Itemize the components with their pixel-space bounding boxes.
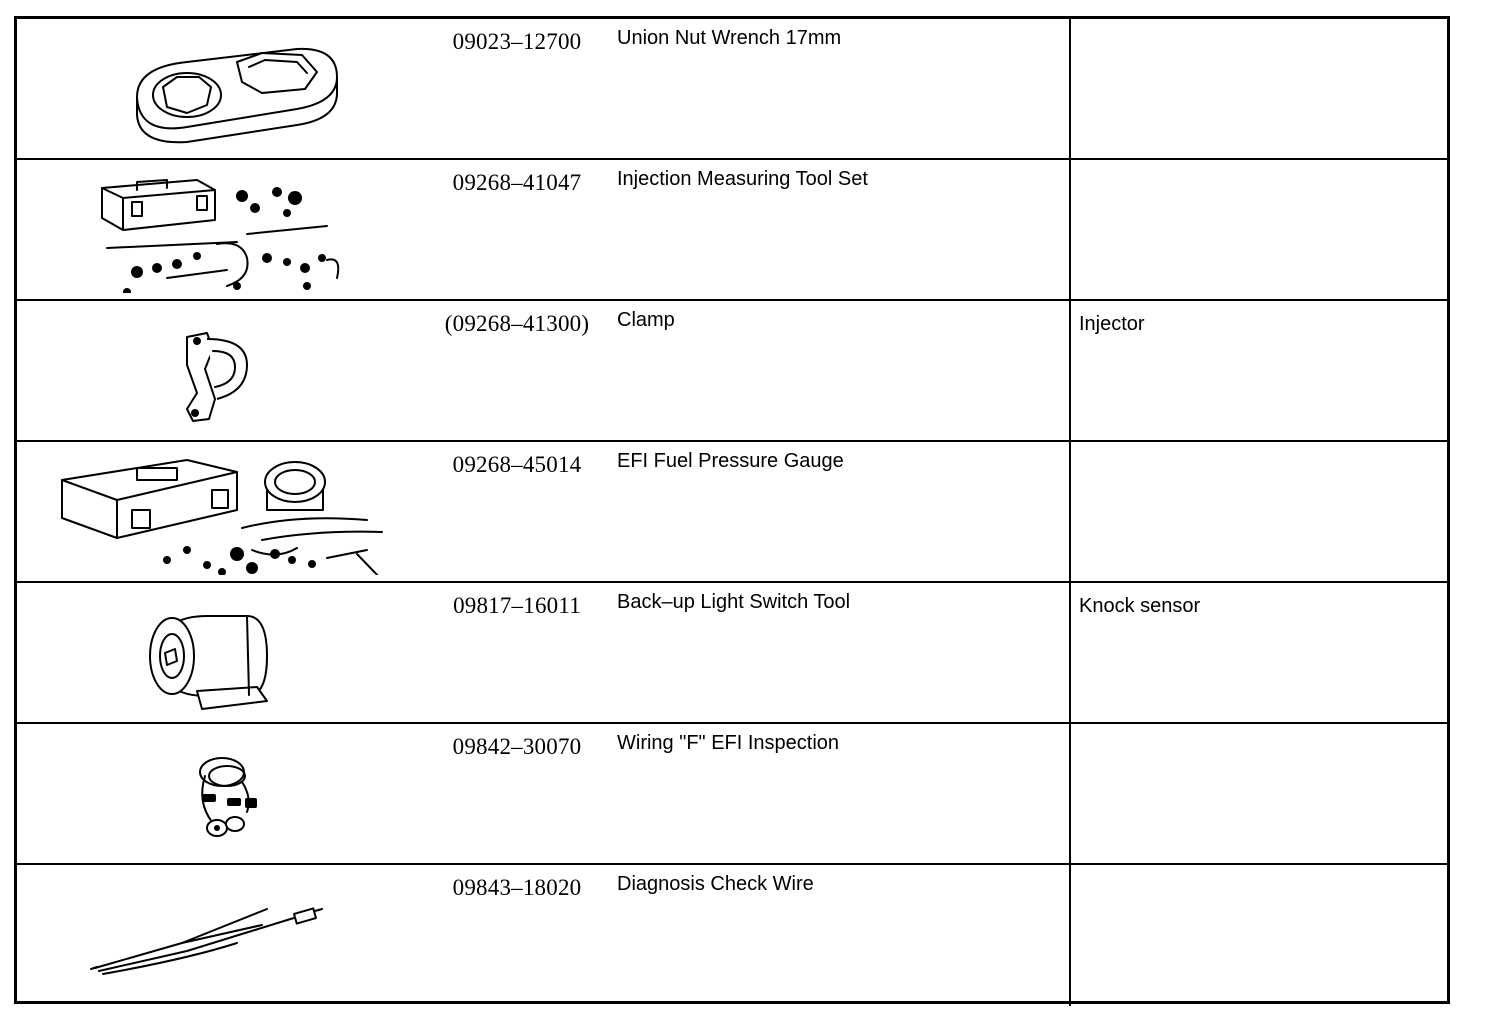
light-switch-tool-icon <box>37 591 417 716</box>
column-divider <box>1069 301 1071 440</box>
part-number: 09817–16011 <box>453 593 581 618</box>
part-number: 09843–18020 <box>452 875 582 900</box>
injection-measuring-tool-set-icon <box>37 168 417 293</box>
union-nut-wrench-icon <box>37 27 417 152</box>
table-row <box>17 19 1447 160</box>
check-wire-icon <box>37 873 417 998</box>
part-number: 09023–12700 <box>452 29 582 54</box>
usage-note: Injector <box>1079 313 1145 335</box>
column-divider <box>1069 442 1071 581</box>
table-row <box>17 724 1447 865</box>
part-number: 09842–30070 <box>452 734 582 759</box>
tool-name: EFI Fuel Pressure Gauge <box>617 450 844 472</box>
tool-name: Diagnosis Check Wire <box>617 873 814 895</box>
clamp-icon <box>37 309 417 434</box>
tool-name: Clamp <box>617 309 675 331</box>
table-row <box>17 442 1447 583</box>
table-row <box>17 160 1447 301</box>
table-row <box>17 301 1447 442</box>
part-number: (09268–41300) <box>444 311 590 336</box>
fuel-pressure-gauge-icon <box>37 450 417 575</box>
table-row <box>17 583 1447 724</box>
column-divider <box>1069 160 1071 299</box>
column-divider <box>1069 583 1071 722</box>
tool-name: Back–up Light Switch Tool <box>617 591 851 613</box>
tool-name: Union Nut Wrench 17mm <box>617 27 842 49</box>
part-number: 09268–41047 <box>452 170 582 195</box>
usage-note: Knock sensor <box>1079 595 1201 617</box>
tool-name: Wiring "F" EFI Inspection <box>617 732 840 754</box>
column-divider <box>1069 724 1071 863</box>
column-divider <box>1069 865 1071 1006</box>
special-service-tools-table <box>14 16 1450 1004</box>
column-divider <box>1069 19 1071 158</box>
wiring-harness-icon <box>37 732 417 857</box>
part-number: 09268–45014 <box>452 452 582 477</box>
tool-name: Injection Measuring Tool Set <box>617 168 868 190</box>
table-row <box>17 865 1447 1006</box>
